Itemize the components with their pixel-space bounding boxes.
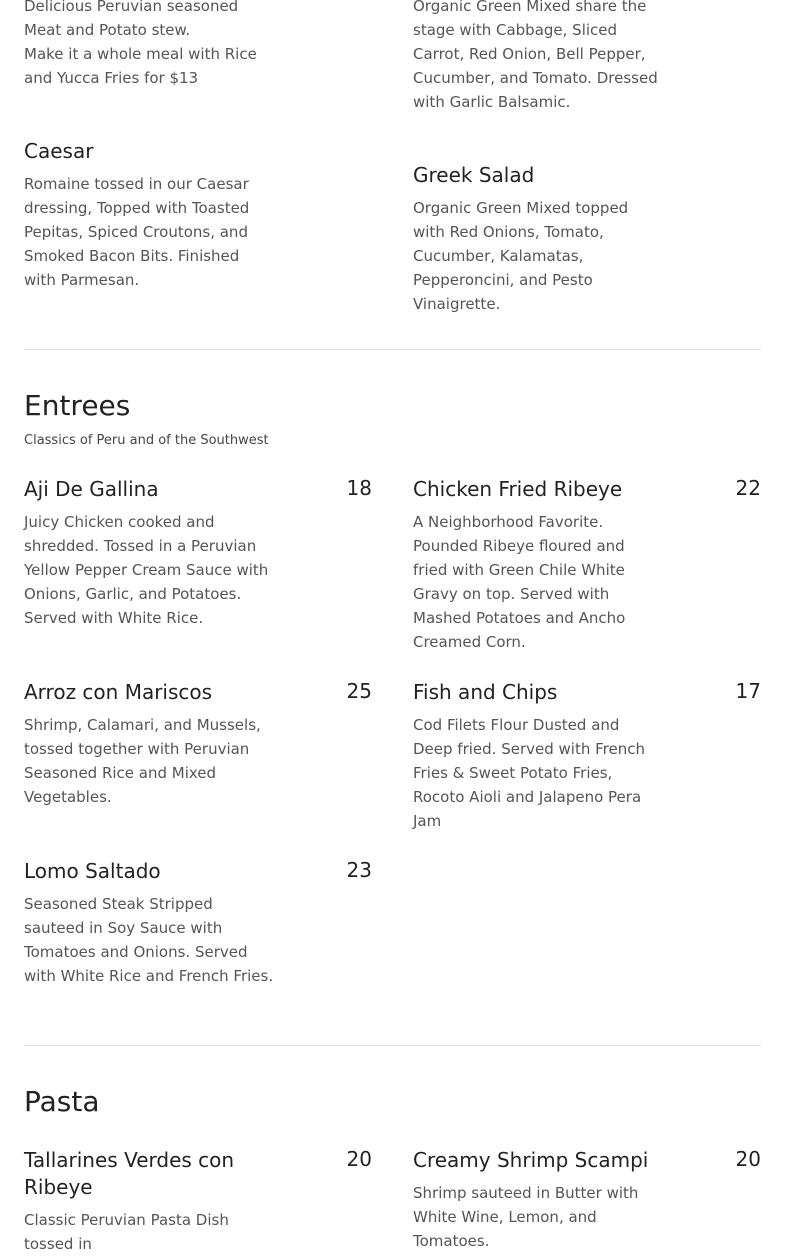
item-name: Creamy Shrimp Scampi — [413, 1148, 649, 1172]
item-name: Caesar — [24, 139, 94, 163]
section-divider — [24, 1045, 761, 1046]
item-description: Cod Filets Flour Dusted and Deep fried. Served with French Fries & Sweet Potato Fries, Rocoto Aioli and Jalapeno Pera Jam — [413, 716, 645, 830]
item-description: Juicy Chicken cooked and shredded. Tossed in a Peruvian Yellow Pepper Cream Sauce with Onions, Garlic, and Potatoes. Served with White Rice. — [24, 513, 269, 627]
menu-item — [413, 162, 761, 316]
item-name: Tallarines Verdes con Ribeye — [24, 1148, 235, 1199]
item-price: 23 — [346, 858, 372, 882]
section-subtitle: Classics of Peru and of the Southwest — [24, 433, 269, 448]
item-price: 20 — [346, 1147, 372, 1171]
item-description: Classic Peruvian Pasta Dish tossed in — [24, 1211, 229, 1253]
menu-item — [413, 476, 761, 654]
menu-item — [24, 858, 372, 988]
item-name: Fish and Chips — [413, 680, 558, 704]
item-name: Aji De Gallina — [24, 477, 159, 501]
item-description: A Neighborhood Favorite. Pounded Ribeye floured and fried with Green Chile White Gravy on top. Served with Mashed Potatoes and Ancho Creamed Corn. — [413, 513, 626, 651]
menu-item — [413, 679, 761, 833]
item-name: Greek Salad — [413, 163, 535, 187]
item-description: Romaine tossed in our Caesar dressing, Topped with Toasted Pepitas, Spiced Croutons, and Smoked Bacon Bits. Finished with Parmesan. — [24, 175, 250, 289]
section-title: Entrees — [24, 389, 131, 422]
menu-item — [413, 1147, 761, 1253]
item-description: Delicious Peruvian seasoned Meat and Potato stew. — [24, 0, 239, 39]
item-price: 25 — [346, 679, 372, 703]
item-description: Make it a whole meal with Rice and Yucca Fries for $13 — [24, 45, 257, 87]
item-description: Shrimp sauteed in Butter with White Wine, Lemon, and Tomatoes. — [413, 1184, 639, 1250]
item-price: 17 — [735, 679, 761, 703]
item-description: Shrimp, Calamari, and Mussels, tossed together with Peruvian Seasoned Rice and Mixed Vegetables. — [24, 716, 261, 806]
menu-item — [24, 679, 372, 809]
menu-item — [24, 1147, 372, 1256]
item-price: 22 — [735, 476, 761, 500]
menu-item — [24, 476, 372, 630]
item-name: Lomo Saltado — [24, 859, 161, 883]
item-name: Arroz con Mariscos — [24, 680, 213, 704]
section-title: Pasta — [24, 1085, 100, 1118]
menu-item-partial-right — [413, 0, 761, 114]
item-description: Organic Green Mixed topped with Red Onions, Tomato, Cucumber, Kalamatas, Pepperoncini, and Pesto Vinaigrette. — [413, 199, 629, 313]
item-name: Chicken Fried Ribeye — [413, 477, 623, 501]
menu-item — [24, 138, 372, 292]
item-price: 18 — [346, 476, 372, 500]
section-divider — [24, 349, 761, 350]
item-description: Seasoned Steak Stripped sauteed in Soy Sauce with Tomatoes and Onions. Served with White Rice and French Fries. — [24, 895, 274, 985]
item-description: Organic Green Mixed share the stage with Cabbage, Sliced Carrot, Red Onion, Bell Pepper, Cucumber, and Tomato. Dressed with Garlic Balsamic. — [413, 0, 658, 111]
item-price: 20 — [735, 1147, 761, 1171]
menu-item-partial-left — [24, 0, 372, 90]
